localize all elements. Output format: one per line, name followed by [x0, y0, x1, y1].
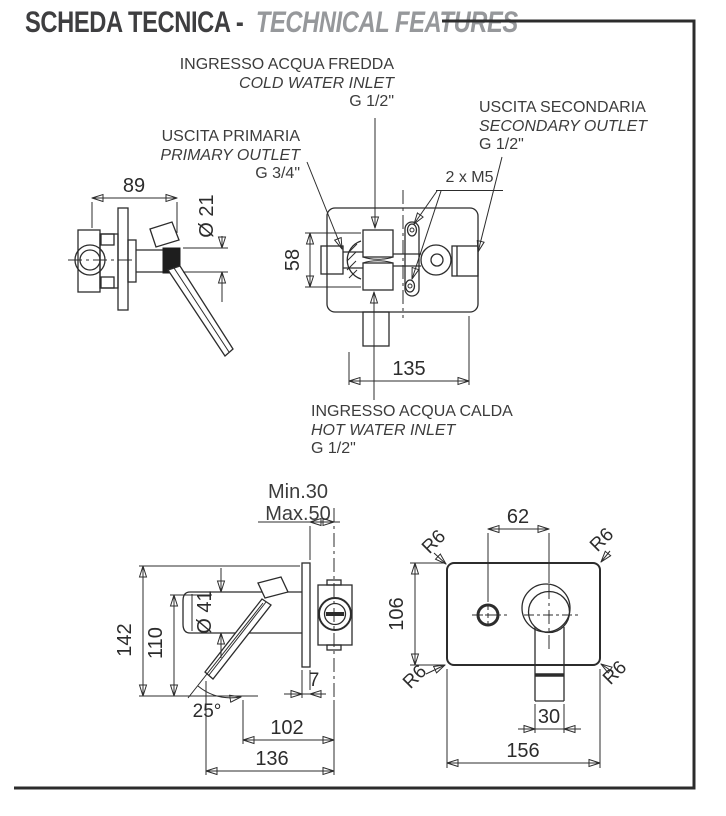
title-italian: SCHEDA TECNICA -: [25, 6, 244, 39]
dim-102: 102: [270, 717, 304, 739]
secondary-outlet-thread-size: G 1/2": [479, 136, 524, 153]
dim-angle-25: 25°: [192, 701, 222, 722]
hot-inlet-thread-size: G 1/2": [311, 440, 356, 457]
dim-r6-top-left: R6: [418, 526, 451, 559]
cold-inlet-label-en: COLD WATER INLET: [239, 74, 394, 92]
leader-primary-outlet: [307, 162, 342, 249]
cold-inlet-label-it: INGRESSO ACQUA FREDDA: [179, 56, 394, 73]
dim-136: 136: [255, 748, 289, 770]
primary-outlet-thread-size: G 3/4": [255, 165, 300, 182]
hot-inlet-label-en: HOT WATER INLET: [311, 421, 456, 439]
hot-inlet-label-it: INGRESSO ACQUA CALDA: [311, 403, 513, 420]
dim-135: 135: [392, 358, 426, 380]
secondary-outlet-label-en: SECONDARY OUTLET: [479, 117, 648, 135]
dim-r6-bottom-right: R6: [599, 657, 632, 690]
secondary-outlet-label-it: USCITA SECONDARIA: [479, 99, 646, 116]
dim-62: 62: [506, 506, 530, 528]
figure-side-view-top: [68, 175, 233, 356]
figure-front-view-top: [282, 118, 502, 400]
dim-30: 30: [537, 706, 561, 728]
dim-58: 58: [282, 248, 304, 272]
primary-outlet-label-en: PRIMARY OUTLET: [160, 146, 300, 164]
depth-min-label: Min.30: [267, 481, 329, 503]
page-frame: [14, 21, 694, 788]
dim-dia41: Ø 41: [194, 590, 216, 634]
title-english: TECHNICAL FEATURES: [255, 6, 518, 39]
dim-142: 142: [114, 623, 136, 657]
figure-front-view-bottom: [386, 506, 631, 768]
primary-outlet-label-it: USCITA PRIMARIA: [161, 128, 300, 145]
leader-secondary-outlet: [478, 157, 502, 252]
screws-label: 2 x M5: [445, 169, 494, 186]
dim-106: 106: [386, 597, 408, 631]
dim-156: 156: [506, 740, 540, 762]
dim-dia21: Ø 21: [196, 194, 218, 238]
dim-110: 110: [145, 627, 167, 659]
dim-r6-top-right: R6: [586, 524, 619, 557]
depth-max-label: Max.50: [265, 503, 331, 525]
dim-r6-bottom-left: R6: [399, 661, 432, 694]
dim-89: 89: [122, 175, 146, 197]
dim-7: 7: [308, 670, 320, 691]
figure-side-view-bottom: [114, 508, 352, 775]
cold-inlet-thread-size: G 1/2": [349, 93, 394, 110]
wall-plate-outline: [447, 563, 600, 665]
